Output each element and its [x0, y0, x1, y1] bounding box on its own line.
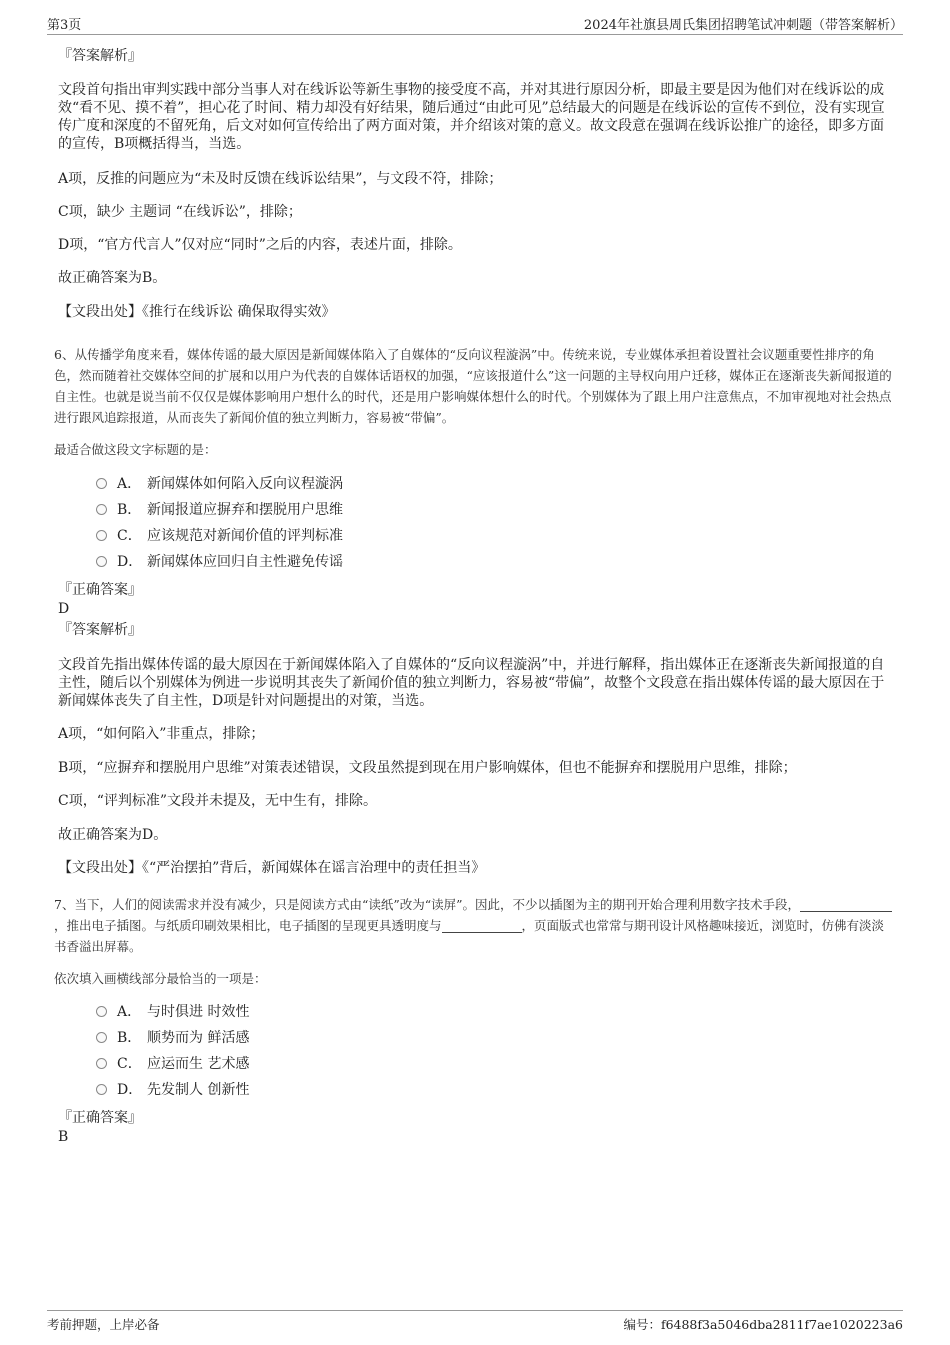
q6-option-b-note: B项，“应摒弃和摆脱用户思维”对策表述错误，文段虽然提到现在用户影响媒体，但也不能摒弃和摆脱用户思维，排除； [58, 760, 797, 776]
radio-icon[interactable] [96, 530, 107, 541]
fill-blank-1 [800, 898, 892, 912]
q6-source: 【文段出处】《“严治摆拍”背后，新闻媒体在谣言治理中的责任担当》 [58, 860, 486, 876]
q7-option-c[interactable]: C． 应运而生 艺术感 [96, 1054, 249, 1074]
q6-option-c-note: C项，“评判标准”文段并未提及，无中生有，排除。 [58, 793, 378, 809]
q7-option-b[interactable]: B． 顺势而为 鲜活感 [96, 1028, 249, 1048]
q6-option-a-note: A项，“如何陷入”非重点，排除； [58, 726, 265, 742]
q6-answer: D [58, 601, 70, 617]
footer-slogan: 考前押题，上岸必备 [47, 1317, 160, 1332]
page-number: 第3页 [47, 18, 82, 33]
q6-analysis-text: 文段首先指出媒体传谣的最大原因在于新闻媒体陷入了自媒体的“反向议程漩涡”中，并进行解释，指出媒体正在逐渐丧失新闻报道的自主性，随后以个别媒体为例进一步说明其丧失了新闻价值的独立判断力，容易被“带偏”，故整个文段意在指出媒体传谣的最大原因在于新闻媒体丧失了自主性，D项是针对问题提出的对策，当选。 [58, 657, 885, 709]
q7-stem: 7、当下，人们的阅读需求并没有减少，只是阅读方式由“读纸”改为“读屏”。因此，不少以插图为主的期刊开始合理利用数字技术手段，，推出电子插图。与纸质印刷效果相比，电子插图的呈现更具透明度与 ，页面版式也常常与期刊设计风格趣味接近，浏览时，仿佛有淡淡书香溢出屏幕。 [54, 894, 896, 957]
q7-option-b-text: 顺势而为 鲜活感 [147, 1030, 250, 1046]
q5-option-a-note: A项，反推的问题应为“未及时反馈在线诉讼结果”，与文段不符，排除； [58, 171, 503, 187]
q7-answer-label: 『正确答案』 [58, 1110, 142, 1126]
q5-option-c-note: C项，缺少 主题词 “在线诉讼”，排除； [58, 204, 302, 220]
q7-option-d[interactable]: D． 先发制人 创新性 [96, 1080, 249, 1100]
q6-option-d[interactable]: D． 新闻媒体应回归自主性避免传谣 [96, 552, 343, 572]
document-title: 2024年社旗县周氏集团招聘笔试冲刺题（带答案解析） [583, 18, 903, 33]
q6-option-a[interactable]: A． 新闻媒体如何陷入反向议程漩涡 [96, 474, 343, 494]
q5-analysis-text: 文段首句指出审判实践中部分当事人对在线诉讼等新生事物的接受度不高，并对其进行原因分析，即最主要是因为他们对在线诉讼的成效“看不见、摸不着”，担心花了时间、精力却没有好结果，随后通过“由此可见”总结最大的问题是在线诉讼的宣传不到位，没有实现宣传广度和深度的不留死角，后文对如何宣传给出了两方面对策，并介绍该对策的意义。故文段意在强调在线诉讼推广的途径，即多方面的宣传，B项概括得当，当选。 [58, 82, 885, 152]
page-header [47, 12, 903, 35]
q6-option-d-text: 新闻媒体应回归自主性避免传谣 [147, 554, 343, 570]
radio-icon[interactable] [96, 556, 107, 567]
fill-blank-2 [442, 919, 522, 933]
q5-conclusion: 故正确答案为B。 [58, 270, 167, 286]
q7-answer: B [58, 1129, 69, 1145]
radio-icon[interactable] [96, 1058, 107, 1069]
q7-option-d-text: 先发制人 创新性 [147, 1082, 250, 1098]
q6-option-b[interactable]: B． 新闻报道应摒弃和摆脱用户思维 [96, 500, 343, 520]
q6-option-b-text: 新闻报道应摒弃和摆脱用户思维 [147, 502, 343, 518]
radio-icon[interactable] [96, 1006, 107, 1017]
q5-source: 【文段出处】《推行在线诉讼 确保取得实效》 [58, 304, 336, 320]
q6-option-c[interactable]: C． 应该规范对新闻价值的评判标准 [96, 526, 343, 546]
q6-prompt: 最适合做这段文字标题的是： [54, 442, 217, 457]
q6-analysis-label: 『答案解析』 [58, 622, 142, 638]
q6-answer-label: 『正确答案』 [58, 582, 142, 598]
radio-icon[interactable] [96, 1084, 107, 1095]
q7-prompt: 依次填入画横线部分最恰当的一项是： [54, 971, 267, 986]
page-footer [47, 1310, 903, 1335]
q5-option-d-note: D项，“官方代言人”仅对应“同时”之后的内容，表述片面，排除。 [58, 237, 462, 253]
document-id: 编号：f6488f3a5046dba2811f7ae1020223a6 [623, 1317, 903, 1332]
q5-analysis-label: 『答案解析』 [58, 48, 142, 64]
q7-option-a-text: 与时俱进 时效性 [147, 1004, 250, 1020]
q6-option-c-text: 应该规范对新闻价值的评判标准 [147, 528, 343, 544]
radio-icon[interactable] [96, 478, 107, 489]
radio-icon[interactable] [96, 504, 107, 515]
q6-option-a-text: 新闻媒体如何陷入反向议程漩涡 [147, 476, 343, 492]
radio-icon[interactable] [96, 1032, 107, 1043]
q7-option-a[interactable]: A． 与时俱进 时效性 [96, 1002, 249, 1022]
q7-option-c-text: 应运而生 艺术感 [147, 1056, 250, 1072]
q6-conclusion: 故正确答案为D。 [58, 827, 168, 843]
q6-stem: 6、从传播学角度来看，媒体传谣的最大原因是新闻媒体陷入了自媒体的“反向议程漩涡”中。传统来说，专业媒体承担着设置社会议题重要性排序的角色，然而随着社交媒体空间的扩展和以用户为代表的自媒体话语权的加强，“应该报道什么”这一问题的主导权向用户迁移，媒体正在逐渐丧失新闻报道的自主性。也就是说当前不仅仅是媒体影响用户想什么的时代，还是用户影响媒体想什么的时代。个别媒体为了跟上用户注意焦点，不加审视地对社会热点进行跟风追踪报道，从而丧失了新闻价值的独立判断力，容易被“带偏”。 [54, 347, 892, 425]
